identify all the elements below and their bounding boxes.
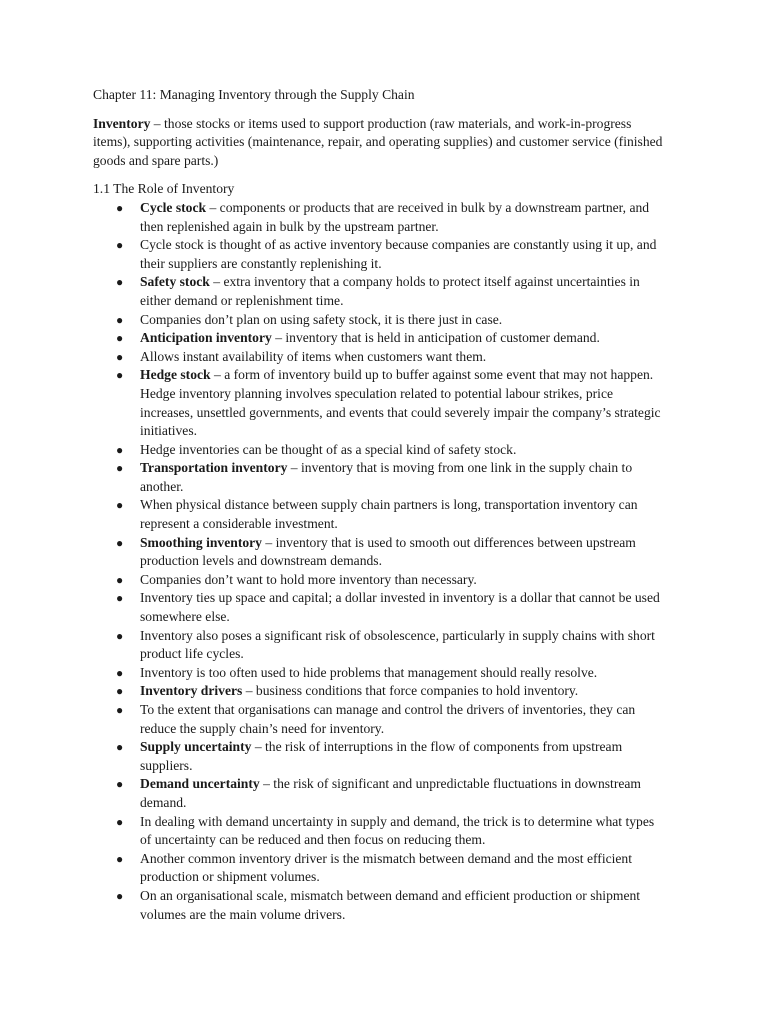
list-item-term: Transportation inventory <box>140 460 288 476</box>
bullet-icon: ● <box>116 331 124 346</box>
list-item-term: Inventory drivers <box>140 683 243 699</box>
list-item <box>93 534 668 571</box>
list-item-text: – business conditions that force companies to hold inventory. <box>242 683 579 699</box>
list-item-text: – the risk of interruptions in the flow of components from upstream suppliers. <box>140 739 623 773</box>
list-item <box>93 775 668 812</box>
list-item-text: Inventory also poses a significant risk of obsolescence, particularly in supply chains with short product life cycles. <box>140 627 655 662</box>
section-heading: 1.1 The Role of Inventory <box>93 181 235 197</box>
bullet-icon: ● <box>116 312 124 327</box>
list-item <box>93 329 668 348</box>
list-item <box>93 682 668 701</box>
list-item <box>93 627 668 664</box>
list-item-term: Smoothing inventory <box>140 534 262 550</box>
list-item <box>93 664 668 683</box>
list-item-text: – the risk of significant and unpredictable fluctuations in downstream demand. <box>140 776 641 810</box>
bullet-icon: ● <box>116 572 124 587</box>
bullet-icon: ● <box>116 200 124 215</box>
intro-paragraph <box>93 115 668 171</box>
list-item-term: Supply uncertainty <box>140 739 252 755</box>
document-body <box>93 86 668 924</box>
bullet-icon: ● <box>116 535 124 550</box>
list-item-text: Companies don’t plan on using safety stock, it is there just in case. <box>140 311 503 327</box>
list-item <box>93 236 668 273</box>
intro-term: Inventory <box>93 115 151 131</box>
list-item-text: In dealing with demand uncertainty in supply and demand, the trick is to determine what types of uncertainty can be reduced and then focus on reducing them. <box>140 813 655 848</box>
bullet-icon: ● <box>116 498 124 513</box>
bullet-icon: ● <box>116 442 124 457</box>
bullet-list <box>93 199 668 924</box>
list-item <box>93 273 668 310</box>
list-item <box>93 496 668 533</box>
list-item-text: Inventory ties up space and capital; a dollar invested in inventory is a dollar that cannot be used somewhere else. <box>140 590 660 625</box>
list-item-text: Another common inventory driver is the mismatch between demand and the most efficient production or shipment volumes. <box>140 850 633 885</box>
list-item-text: Hedge inventories can be thought of as a special kind of safety stock. <box>140 441 517 457</box>
bullet-icon: ● <box>116 628 124 643</box>
list-item <box>93 887 668 924</box>
list-item-text: – inventory that is moving from one link in the supply chain to another. <box>140 460 633 494</box>
bullet-icon: ● <box>116 275 124 290</box>
list-item-text: Inventory is too often used to hide problems that management should really resolve. <box>140 664 598 680</box>
list-item-text: Companies don’t want to hold more inventory than necessary. <box>140 571 477 587</box>
bullet-icon: ● <box>116 703 124 717</box>
list-item-term: Demand uncertainty <box>140 776 260 792</box>
bullet-icon: ● <box>116 368 124 383</box>
list-item-text: – a form of inventory build up to buffer against some event that may not happen. Hedge inventory planning involves speculation related to potential labour strikes, price increases, unsettled governments, and events that could severely impair the company’s strategic initiatives. <box>140 367 661 439</box>
bullet-icon: ● <box>116 814 124 829</box>
list-item-term: Anticipation inventory <box>140 330 272 346</box>
bullet-icon: ● <box>116 461 124 476</box>
list-item-text: – components or products that are received in bulk by a downstream partner, and then replenished again in bulk by the upstream partner. <box>140 199 650 234</box>
list-item <box>93 571 668 590</box>
list-item-text: Allows instant availability of items when customers want them. <box>140 348 487 364</box>
list-item <box>93 441 668 460</box>
bullet-icon: ● <box>116 740 124 755</box>
list-item-term: Cycle stock <box>140 199 207 215</box>
bullet-icon: ● <box>116 777 124 792</box>
bullet-icon: ● <box>116 851 124 866</box>
chapter-title: Chapter 11: Managing Inventory through the Supply Chain <box>93 87 415 102</box>
list-item-text: – inventory that is held in anticipation of customer demand. <box>271 330 600 346</box>
bullet-icon: ● <box>116 591 124 606</box>
list-item-text: To the extent that organisations can manage and control the drivers of inventories, they can reduce the supply chain’s need for inventory. <box>140 702 636 736</box>
list-item-term: Safety stock <box>140 274 210 290</box>
list-item-text: On an organisational scale, mismatch between demand and efficient production or shipment volumes are the main volume drivers. <box>140 887 641 922</box>
list-item <box>93 199 668 236</box>
bullet-icon: ● <box>116 888 124 903</box>
list-item <box>93 459 668 496</box>
list-item <box>93 311 668 330</box>
list-item <box>93 738 668 775</box>
list-item <box>93 589 668 626</box>
intro-text: – those stocks or items used to support production (raw materials, and work-in-progress items), supporting activities (maintenance, repair, and operating supplies) and customer service (finished goods and spare parts.) <box>93 115 663 168</box>
list-item <box>93 366 668 440</box>
list-item-text: When physical distance between supply chain partners is long, transportation inventory can represent a considerable investment. <box>140 497 638 532</box>
list-item-text: – inventory that is used to smooth out differences between upstream production levels and downstream demands. <box>140 534 636 569</box>
bullet-icon: ● <box>116 665 124 680</box>
list-item-term: Hedge stock <box>140 367 211 383</box>
bullet-icon: ● <box>116 684 124 699</box>
bullet-icon: ● <box>116 238 124 253</box>
list-item <box>93 813 668 850</box>
list-item-text: Cycle stock is thought of as active inventory because companies are constantly using it up, and their suppliers are constantly replenishing it. <box>140 237 657 271</box>
list-item <box>93 701 668 738</box>
list-item-text: – extra inventory that a company holds to protect itself against uncertainties in either demand or replenishment time. <box>140 274 640 308</box>
bullet-icon: ● <box>116 349 124 364</box>
list-item <box>93 850 668 887</box>
list-item <box>93 348 668 367</box>
